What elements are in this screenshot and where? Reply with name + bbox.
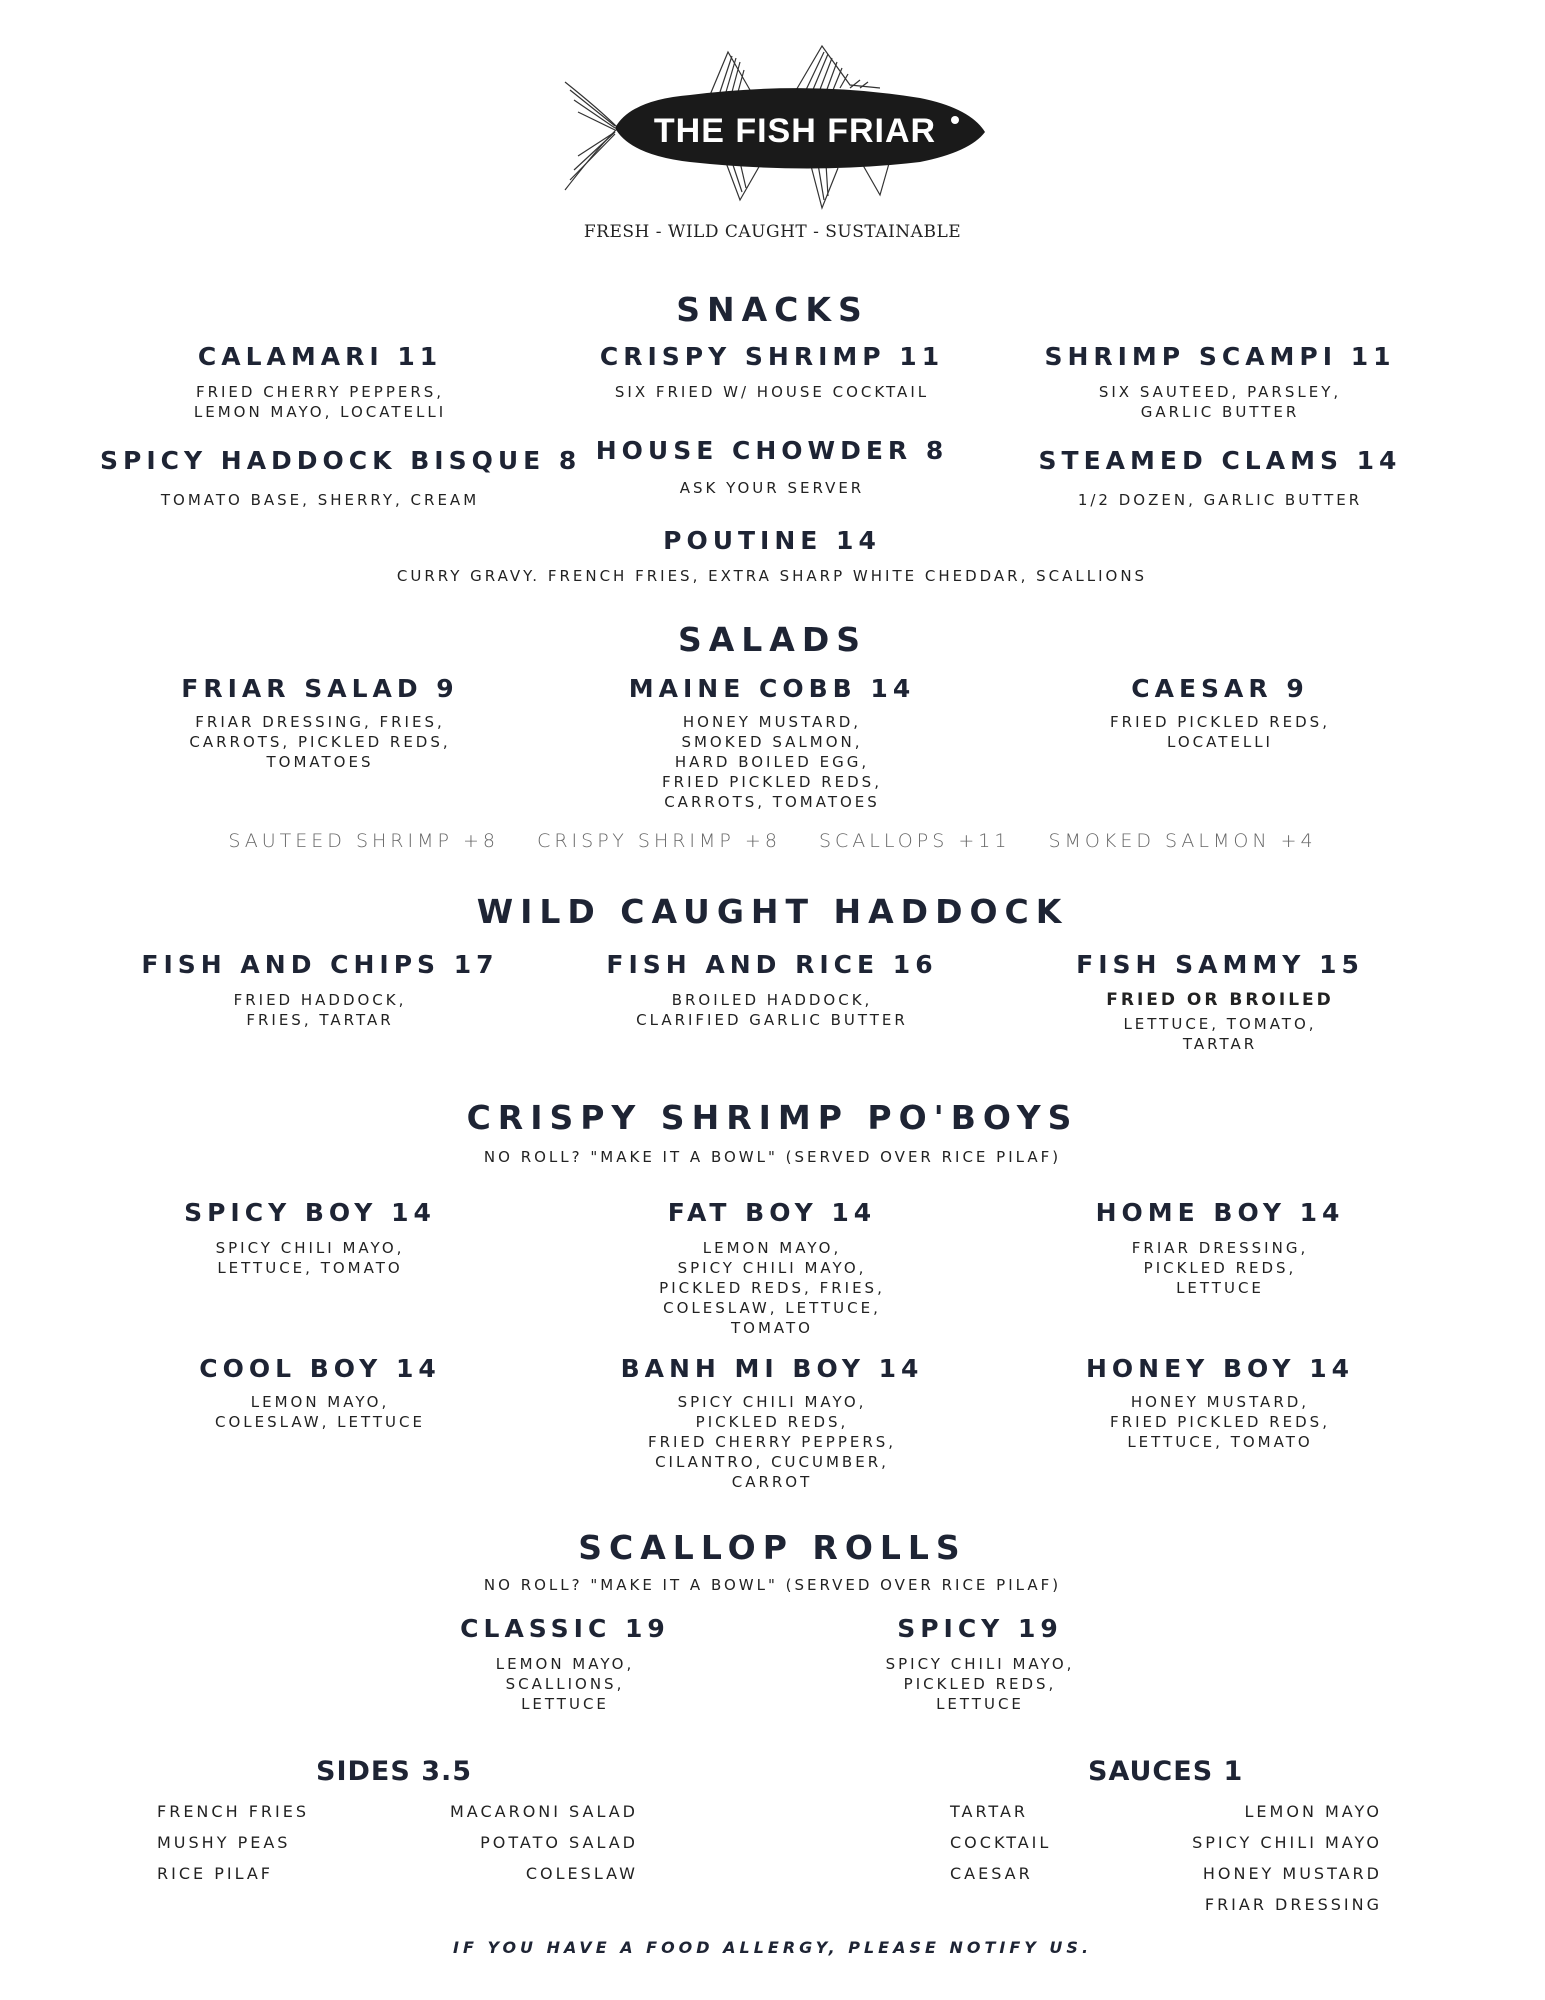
item-desc: ASK YOUR SERVER [679, 479, 865, 497]
item-title: CRISPY SHRIMP 11 [599, 342, 945, 371]
addon-item: SCALLOPS +11 [818, 830, 1011, 852]
sauces-list-right [1130, 1796, 1382, 1920]
item-title: FAT BOY 14 [667, 1198, 877, 1227]
allergy-notice: IF YOU HAVE A FOOD ALLERGY, PLEASE NOTIFY US. [452, 1938, 1093, 1957]
sides-list-right [420, 1796, 638, 1889]
item-desc: LEMON MAYO, SCALLIONS, LETTUCE [495, 1655, 635, 1713]
sauce-item: CAESAR [950, 1864, 1033, 1883]
sides-list-left [157, 1796, 309, 1889]
item-desc: FRIED CHERRY PEPPERS, LEMON MAYO, LOCATELLI [193, 383, 447, 421]
item-desc: FRIED HADDOCK, FRIES, TARTAR [233, 991, 407, 1029]
logo-text: THE FISH FRIAR [653, 112, 937, 150]
sauce-item: COCKTAIL [950, 1833, 1052, 1852]
sauce-item: SPICY CHILI MAYO [1192, 1833, 1382, 1852]
item-title: HONEY BOY 14 [1086, 1354, 1354, 1383]
item-title: CLASSIC 19 [460, 1614, 670, 1643]
item-title: BANH MI BOY 14 [620, 1354, 924, 1383]
section-heading-snacks: SNACKS [676, 290, 869, 329]
item-title: SPICY HADDOCK BISQUE 8 [100, 446, 582, 475]
item-title: CAESAR 9 [1131, 674, 1309, 703]
tagline: FRESH - WILD CAUGHT - SUSTAINABLE [583, 222, 962, 242]
sauce-item: FRIAR DRESSING [1204, 1895, 1382, 1914]
item-desc: SIX FRIED W/ HOUSE COCKTAIL [614, 383, 930, 401]
item-desc: FRIED PICKLED REDS, LOCATELLI [1110, 713, 1330, 751]
side-item: COLESLAW [525, 1864, 638, 1883]
item-desc: FRIAR DRESSING, PICKLED REDS, LETTUCE [1131, 1239, 1309, 1297]
addon-item: SMOKED SALMON +4 [1048, 830, 1317, 852]
item-title: FRIAR SALAD 9 [181, 674, 459, 703]
fish-friar-logo [560, 40, 990, 210]
item-desc: LETTUCE, TOMATO, TARTAR [1123, 1015, 1317, 1053]
item-title: SPICY 19 [897, 1614, 1063, 1643]
item-title: CALAMARI 11 [197, 342, 443, 371]
section-note: NO ROLL? "MAKE IT A BOWL" (SERVED OVER RICE PILAF) [483, 1576, 1062, 1594]
addon-item: SAUTEED SHRIMP +8 [228, 830, 500, 852]
item-title: FISH AND RICE 16 [606, 950, 938, 979]
item-desc: SIX SAUTEED, PARSLEY, GARLIC BUTTER [1098, 383, 1342, 421]
sauces-heading: SAUCES 1 [1088, 1756, 1244, 1787]
section-heading-poboys: CRISPY SHRIMP PO'BOYS [466, 1098, 1079, 1137]
item-title: SPICY BOY 14 [184, 1198, 436, 1227]
item-desc: BROILED HADDOCK, CLARIFIED GARLIC BUTTER [636, 991, 908, 1029]
sauce-item: LEMON MAYO [1244, 1802, 1382, 1821]
section-heading-haddock: WILD CAUGHT HADDOCK [476, 892, 1069, 931]
item-desc: HONEY MUSTARD, FRIED PICKLED REDS, LETTUCE, TOMATO [1110, 1393, 1330, 1451]
item-title: MAINE COBB 14 [628, 674, 916, 703]
side-item: RICE PILAF [157, 1864, 273, 1883]
fish-eye [951, 116, 959, 124]
side-item: MACARONI SALAD [449, 1802, 638, 1821]
side-item: MUSHY PEAS [157, 1833, 291, 1852]
item-desc: 1/2 DOZEN, GARLIC BUTTER [1077, 491, 1363, 509]
item-title: SHRIMP SCAMPI 11 [1044, 342, 1396, 371]
item-subtitle: FRIED OR BROILED [1106, 990, 1334, 1010]
item-title: FISH SAMMY 15 [1076, 950, 1364, 979]
item-desc: LEMON MAYO, COLESLAW, LETTUCE [215, 1393, 425, 1431]
sauce-item: TARTAR [950, 1802, 1029, 1821]
item-desc: SPICY CHILI MAYO, PICKLED REDS, LETTUCE [885, 1655, 1075, 1713]
item-title: POUTINE 14 [663, 526, 881, 555]
item-desc: FRIAR DRESSING, FRIES, CARROTS, PICKLED REDS, TOMATOES [189, 713, 451, 771]
section-note: NO ROLL? "MAKE IT A BOWL" (SERVED OVER RICE PILAF) [483, 1148, 1062, 1166]
item-title: HOUSE CHOWDER 8 [595, 436, 949, 465]
item-desc: SPICY CHILI MAYO, LETTUCE, TOMATO [215, 1239, 405, 1277]
addon-item: CRISPY SHRIMP +8 [537, 830, 781, 852]
section-heading-scallops: SCALLOP ROLLS [578, 1528, 967, 1567]
sauce-item: HONEY MUSTARD [1202, 1864, 1382, 1883]
salad-addons [0, 830, 1545, 852]
sides-heading: SIDES 3.5 [316, 1756, 473, 1787]
item-title: COOL BOY 14 [199, 1354, 441, 1383]
item-desc: HONEY MUSTARD, SMOKED SALMON, HARD BOILED EGG, FRIED PICKLED REDS, CARROTS, TOMATOES [662, 713, 882, 811]
side-item: POTATO SALAD [480, 1833, 638, 1852]
item-desc: CURRY GRAVY. FRENCH FRIES, EXTRA SHARP WHITE CHEDDAR, SCALLIONS [396, 567, 1148, 585]
sauces-list-left [950, 1796, 1051, 1889]
item-desc: TOMATO BASE, SHERRY, CREAM [160, 491, 480, 509]
item-title: FISH AND CHIPS 17 [141, 950, 499, 979]
side-item: FRENCH FRIES [157, 1802, 309, 1821]
item-title: STEAMED CLAMS 14 [1038, 446, 1402, 475]
section-heading-salads: SALADS [677, 620, 868, 659]
item-title: HOME BOY 14 [1095, 1198, 1345, 1227]
item-desc: LEMON MAYO, SPICY CHILI MAYO, PICKLED REDS, FRIES, COLESLAW, LETTUCE, TOMATO [659, 1239, 885, 1337]
item-desc: SPICY CHILI MAYO, PICKLED REDS, FRIED CHERRY PEPPERS, CILANTRO, CUCUMBER, CARROT [647, 1393, 897, 1491]
